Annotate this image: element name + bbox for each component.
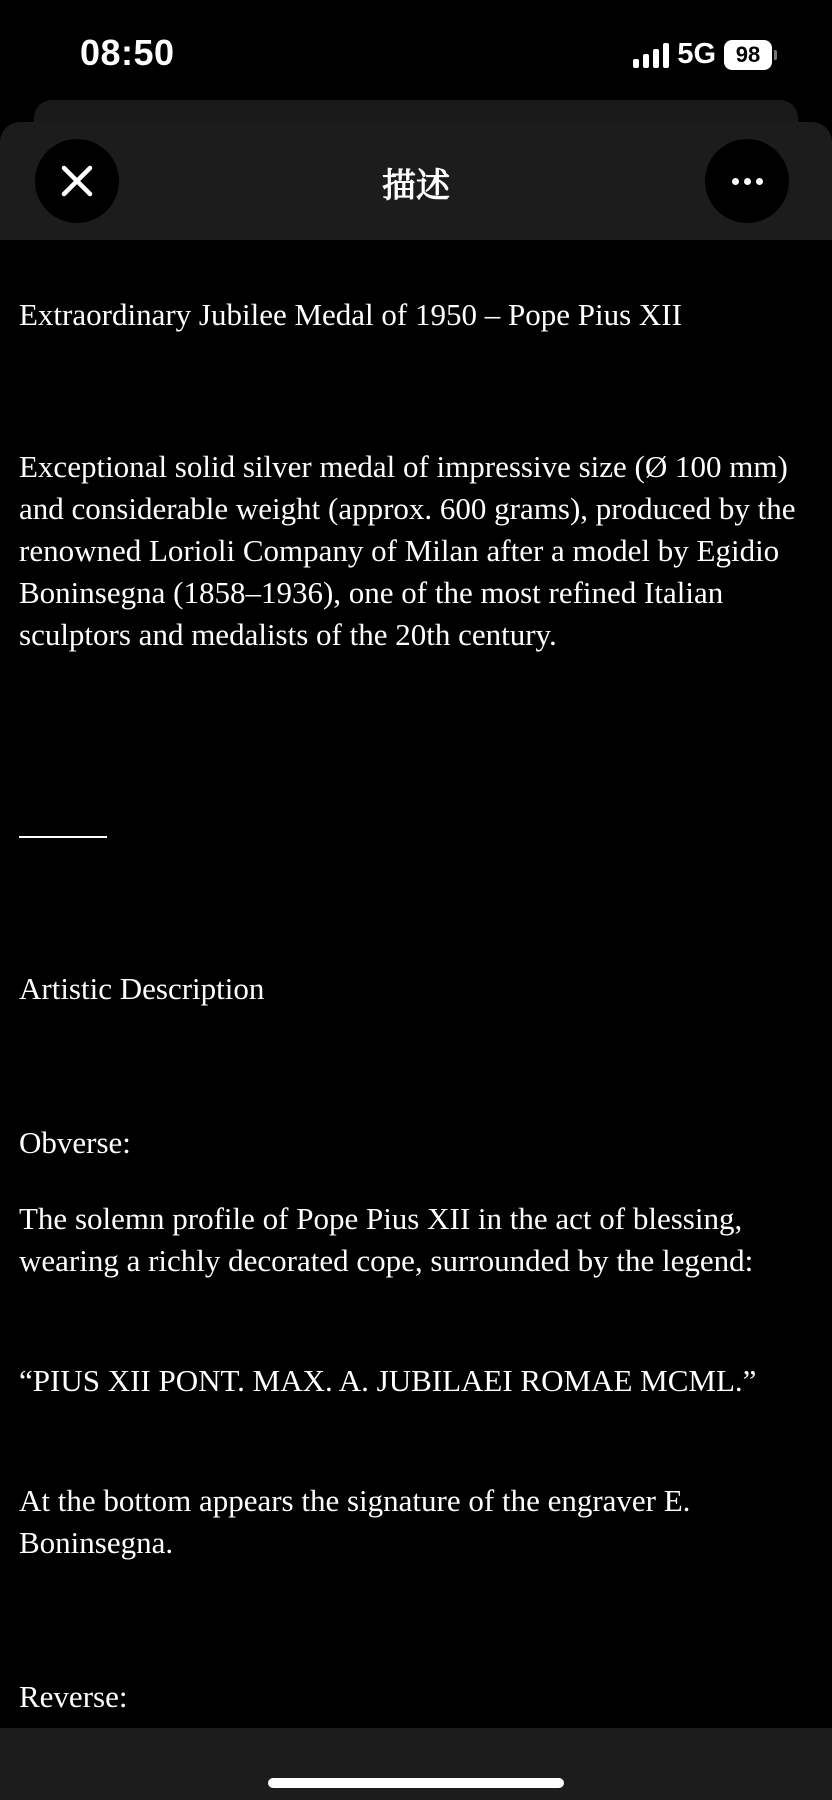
signature-paragraph: At the bottom appears the signature of the engraver E. Boninsegna. [19,1483,691,1560]
obverse-label: Obverse: [19,1125,131,1160]
divider [19,836,107,838]
battery-level: 98 [724,40,772,70]
battery-icon [724,40,777,70]
home-indicator[interactable] [268,1778,564,1788]
obverse-paragraph: The solemn profile of Pope Pius XII in the act of blessing, wearing a richly decorated cope, surrounded by the legend: [19,1201,754,1278]
page-title: 描述 [382,166,450,206]
more-horizontal-icon [732,178,763,185]
intro-paragraph: Exceptional solid silver medal of impressive size (Ø 100 mm) and considerable weight (approx. 600 grams), produced by the renowned Lorioli Company of Milan after a model by Egidio Boninsegna (1858–1936), one of the most refined Italian sculptors and medalists of the 20th century. [19,449,796,652]
more-options-button[interactable] [705,139,789,223]
description-content[interactable] [19,240,809,1728]
sheet-header [0,122,832,240]
bottom-bar [0,1728,832,1800]
status-indicators [633,38,777,71]
network-label: 5G [677,38,716,70]
status-time: 08:50 [80,32,175,73]
reverse-label: Reverse: [19,1679,128,1714]
status-bar [0,0,832,100]
listing-title: Extraordinary Jubilee Medal of 1950 – Pope Pius XII [19,297,682,332]
legend-quote: “PIUS XII PONT. MAX. A. JUBILAEI ROMAE MCML.” [19,1363,757,1398]
section-heading: Artistic Description [19,971,265,1006]
signal-bars-icon [633,42,669,68]
